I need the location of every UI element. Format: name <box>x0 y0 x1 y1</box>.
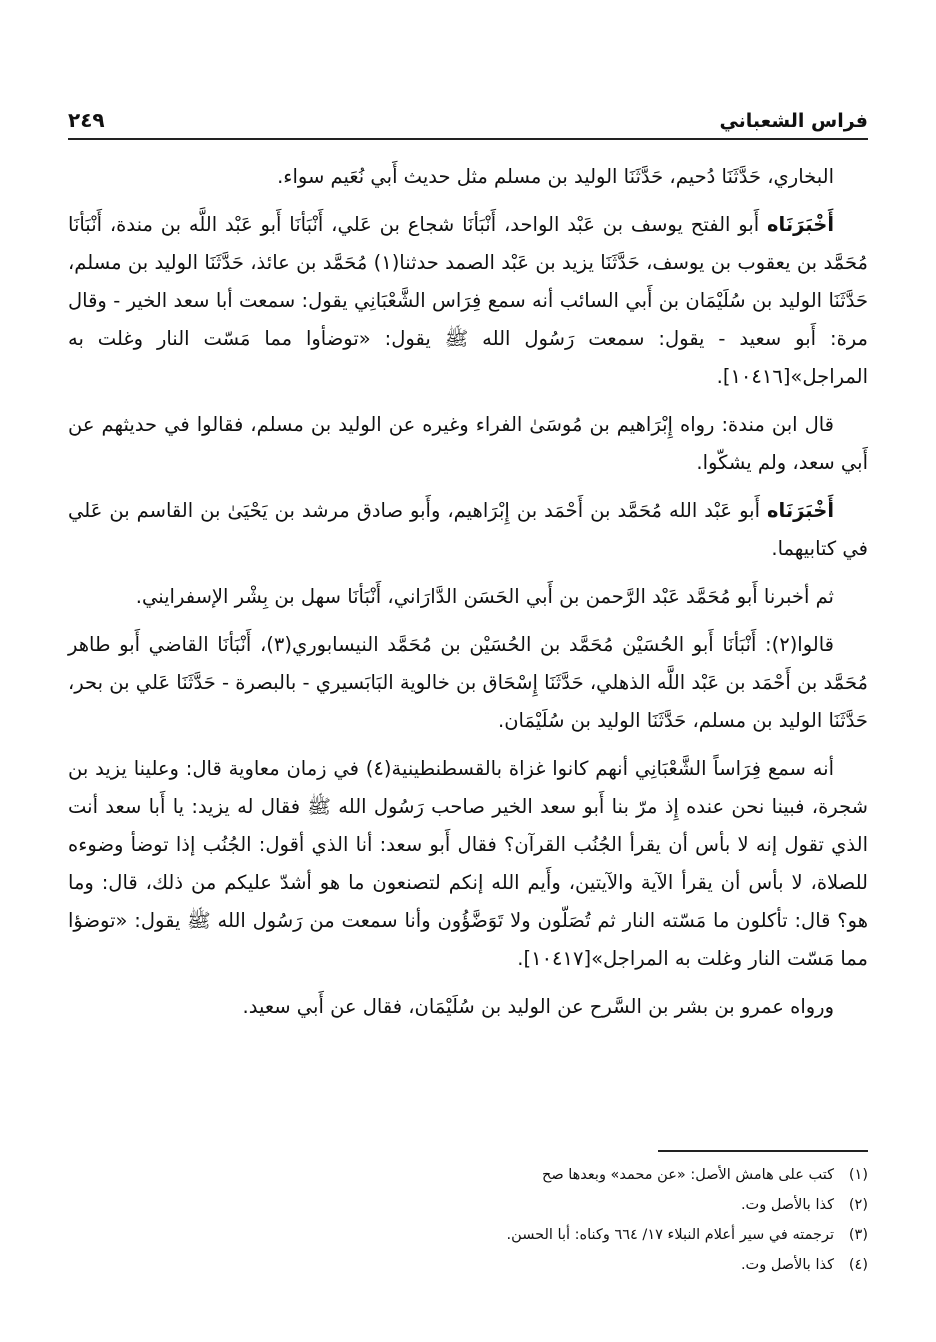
footnote-number: (٢) <box>848 1197 868 1213</box>
footnote-text: كتب على هامش الأصل: «عن محمد» وبعدها صح <box>541 1167 834 1183</box>
paragraph: أَخْبَرَنَاه أَبو عَبْد الله مُحَمَّد بن أَحْمَد بن إِبْرَاهيم، وأَبو صادق مرشد بن يَحْيَىٰ بن القاسم بن عَلي في كتابيهما. <box>68 499 868 560</box>
paragraph: أنه سمع فِرَاساً الشَّعْبَانِي أنهم كانوا غزاة بالقسطنطينية(٤) في زمان معاوية قال: وعلينا يزيد بن شجرة، فبينا نحن عنده إِذ مرّ بنا أَبو سعد الخير صاحب رَسُول الله ﷺ فقال له يزيد: يا أَبا سعد أنت الذي تقول إنه لا بأس أن يقرأ الجُنُب القرآن؟ فقال أَبو سعد: أنا الذي أقول: الجُنُب إذا توضأ وضوءه للصلاة، لا بأس أن يقرأ الآية والآيتين، وأَيم الله إنكم لتصنعون ما هو أشدّ عليكم من ذلك، قال: وما هو؟ قال: تأكلون ما مَسّته النار ثم تُصَلّون ولا تَوَضَّؤُون وأنا سمعت من رَسُول الله ﷺ يقول: «توضؤا مما مَسّت النار وغلت به المراجل»[١٠٤١٧]. <box>68 757 868 970</box>
paragraph: ثم أخبرنا أَبو مُحَمَّد عَبْد الرَّحمن بن أَبي الحَسَن الدَّارَاني، أَنْبَأنَا سهل بن بِشْر الإسفرايني. <box>135 585 834 608</box>
footnote <box>68 1160 868 1190</box>
footnotes <box>68 1160 868 1280</box>
paragraph: قالوا(٢): أَنْبَأنَا أَبو الحُسَيْن مُحَمَّد بن الحُسَيْن بن مُحَمَّد النيسابوري(٣)، أَنْبَأنَا القاضي أَبو طاهر مُحَمَّد بن أَحْمَد بن عَبْد اللَّه الذهلي، حَدَّثَنَا إِسْحَاق بن خالوية البَابَسيري - بالبصرة - حَدَّثَنَا عَلي بن بحر، حَدَّثَنَا الوليد بن مسلم، حَدَّثَنَا الوليد بن سُلَيْمَان. <box>68 633 868 732</box>
page-header <box>68 92 868 140</box>
footnote-text: كذا بالأصل وت. <box>740 1197 834 1213</box>
paragraph: البخاري، حَدَّثَنَا دُحيم، حَدَّثَنَا الوليد بن مسلم مثل حديث أَبي نُعَيم سواء. <box>277 165 834 188</box>
footnote <box>68 1250 868 1280</box>
footnote-text: ترجمته في سير أعلام النبلاء ١٧/ ٦٦٤ وكناه: أبا الحسن. <box>506 1227 834 1243</box>
footnote <box>68 1220 868 1250</box>
footnote-number: (١) <box>848 1167 868 1183</box>
footnote <box>68 1190 868 1220</box>
footnote-number: (٤) <box>848 1257 868 1273</box>
footnote-text: كذا بالأصل وت. <box>740 1257 834 1273</box>
paragraph: قال ابن مندة: رواه إِبْرَاهيم بن مُوسَىٰ الفراء وغيره عن الوليد بن مسلم، فقالوا في حديثهم عن أَبي سعد، ولم يشكّوا. <box>68 413 868 474</box>
main-text <box>68 158 868 1036</box>
paragraph: أَخْبَرَنَاه أَبو الفتح يوسف بن عَبْد الواحد، أَنْبَأنَا شجاع بن عَلي، أَنْبَأنَا أَبو عَبْد اللَّه بن مندة، أَنْبَأنَا مُحَمَّد بن يعقوب بن يوسف، حَدَّثَنَا يزيد بن عَبْد الصمد حدثنا(١) مُحَمَّد بن عائذ، حَدَّثَنَا الوليد بن مسلم، حَدَّثَنَا الوليد بن سُلَيْمَان بن أَبي السائب أنه سمع فِرَاس الشَّعْبَانِي يقول: سمعت أبا سعد الخير - وقال مرة: أَبو سعيد - يقول: سمعت رَسُول الله ﷺ يقول: «توضأوا مما مَسّت النار وغلت به المراجل»[١٠٤١٦]. <box>68 213 868 388</box>
footnote-number: (٣) <box>848 1227 868 1243</box>
page-number: ٢٤٩ <box>68 108 105 132</box>
paragraph: ورواه عمرو بن بشر بن السَّرح عن الوليد بن سُلَيْمَان، فقال عن أَبي سعيد. <box>242 995 834 1018</box>
footnote-divider <box>658 1150 868 1152</box>
running-title: فراس الشعباني <box>719 110 868 132</box>
